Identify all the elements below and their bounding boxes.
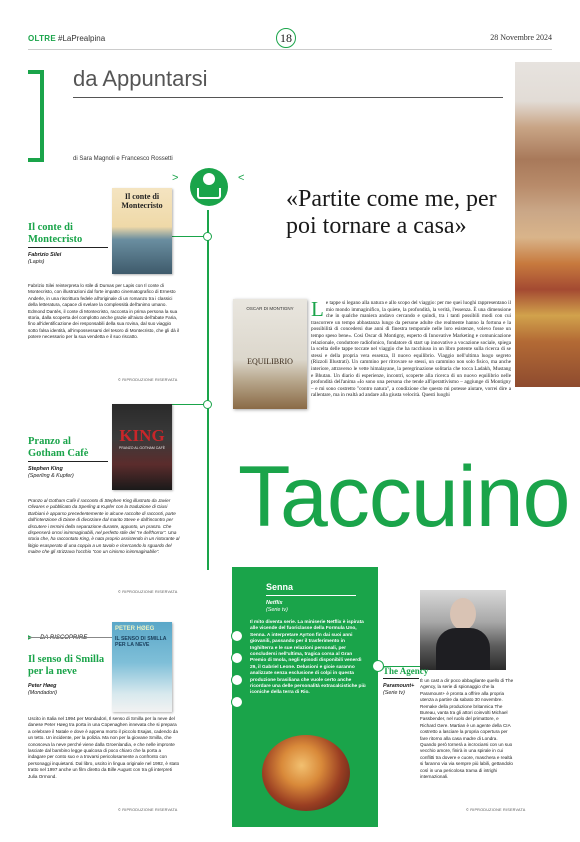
open-book-icon — [197, 188, 221, 199]
copyright: © RIPRODUZIONE RISERVATA — [118, 378, 178, 382]
book-review: Fabrizio Silei reinterpreta lo stile di Dumas per Lapis con Il conte di Montecristo, con illustrazioni dal forte impatto cinematografico di Ernesto Anderle, in una riscrittura fedele all'originale di un romanzo tra i classici della letteratura, capace di svelare la complessità dell'animo umano. Edmond Dantès, il conte di Montecristo, racconta in prima persona la sua storia, dalla scoperta del complotto anche grazie all'aiuto dell'abate Faria, fino all'identificazione dei responsabili della sua rovina, dal suo viaggio sotto falsa identità, all'impossessarsi del tesoro di Montecristo, che gli dà il potere necessario per la sua vendetta e il suo riscatto. — [28, 283, 180, 340]
hashtag: #LaPrealpina — [58, 34, 106, 43]
timeline-dot-1 — [203, 232, 212, 241]
reading-badge — [190, 168, 228, 206]
book-title: Pranzo al Gotham Cafè — [28, 436, 89, 459]
agency-photo — [420, 590, 506, 670]
page-number-badge — [276, 28, 296, 48]
series-dot-3 — [231, 674, 243, 686]
book-title: Il senso di Smilla per la neve — [28, 654, 105, 677]
senna-still — [262, 735, 350, 811]
chevron-left-icon: > — [172, 172, 179, 184]
brand-logo: OLTRE — [28, 34, 57, 43]
book-cover-title: Il conte di Montecristo — [121, 192, 163, 210]
book-review: Pranzo al Gotham Cafè il racconto di Stephen King illustrato da Javier Olivares e pubblicato da Sperling & Kupfer con la traduzione di Giusi Barbiani è apparso precedentemente in alcune raccolte di racconti, parte dall'intenzione di Diane di divorziare dal marito Steve e dall'incontro per discutere i termini della separazione durante, appunto, un pranzo. Che dispenserà orrori inimmaginabili, nel perfetto stile del "re dell'horror". Una storia che, ha raccontato King, è nata proprio assistendo in un ristorante al litigio esasperato di una coppia a un tavolo e ricercando lo sguardo del maitre che gli strizzava l'occhio "con un cinismo inimmaginabile". — [28, 498, 180, 555]
copyright: © RIPRODUZIONE RISERVATA — [118, 808, 178, 812]
section-title: da Appuntarsi — [73, 66, 208, 91]
copyright: © RIPRODUZIONE RISERVATA — [466, 808, 526, 812]
chevron-right-icon: < — [238, 172, 245, 184]
series-dot-1 — [231, 630, 243, 642]
timeline-dot-2 — [203, 400, 212, 409]
kicker-rule — [28, 637, 112, 638]
agency-actor-head — [450, 598, 476, 630]
drop-cap: L — [311, 297, 324, 321]
timeline-line — [207, 210, 209, 570]
book-title-rule — [28, 247, 108, 248]
series-title: The Agency — [383, 666, 429, 676]
series-type: (Serie tv) — [383, 690, 405, 696]
series-dot-4 — [231, 696, 243, 708]
copyright: © RIPRODUZIONE RISERVATA — [118, 590, 178, 594]
series-title-rule — [266, 595, 356, 596]
issue-date: 28 Novembre 2024 — [490, 33, 552, 42]
reader-icon — [203, 173, 215, 185]
book-title-rule — [28, 461, 108, 462]
book-author: Stephen King — [28, 466, 63, 472]
section-bracket — [28, 70, 44, 162]
book-cover-title: KING — [119, 426, 165, 445]
book-author: Fabrizio Silei — [28, 252, 62, 258]
feature-cover-author: OSCAR DI MONTIGNY — [246, 306, 294, 311]
page-header — [28, 28, 552, 48]
series-platform: Paramount+ — [383, 683, 415, 689]
kicker-label: DA RISCOPRIRE — [40, 635, 88, 641]
book-cover-subtitle: PRANZO AL GOTHAM CAFÈ — [118, 446, 166, 450]
feature-book-cover — [233, 299, 307, 409]
book-publisher: (Mondadori) — [28, 690, 58, 696]
book-cover-smilla — [112, 622, 172, 712]
series-title: Senna — [266, 582, 294, 592]
feature-headline: «Partite come me, per poi tornare a casa» — [286, 186, 497, 239]
book-review: Uscito in Italia nel 1994 per Mondadori, Il senso di Smilla per la neve del danese Peter Høeg tra porta in una Copenaghen innevata che si prepara a celebrare il Natale e dove è appena morto il piccolo Esajas, cadendo da un tetto. Un incidente, per la polizia. Ma non per la giovane Smilla, che conosceva la neve perché viene dalla Groenlandia, e che nelle impronte lasciate dal bambino legge qualcosa di poco chiaro che la porta a indagare per conto suo e a trovarsi pericolosamente a confronto con personaggi inquietanti. Dal libro, uscito in lingua originale nel 1992, è stato tratto nel 1997 anche un film diretto da Bille August con tra gli interpreti Julia Ormond. — [28, 716, 180, 779]
feature-body — [311, 297, 511, 399]
section-rule — [73, 97, 503, 98]
book-cover-author: PETER HØEG — [115, 626, 155, 632]
section-byline: di Sara Magnoli e Francesco Rossetti — [73, 156, 173, 162]
series-platform: Netflix — [266, 600, 283, 606]
feature-cover-title: EQUILIBRIO — [247, 357, 293, 366]
book-title: Il conte di Montecristo — [28, 222, 83, 245]
series-description: È un cast a dir poco abbagliante quello di The Agency, la serie di spionaggio che la Paramount+ è pronta a offrire alla propria utenza a partire da sabato 30 novembre. Remake della produzione britannica The Bureau, vanta tra gli attori coinvolti Michael Fassbender, nel ruolo del primattore, e Richard Gere. Martian è un agente della CIA costretto a lasciare la propria copertura per fare ritorno alla casa madre di Londra. Quando però tornerà a incrociarsi con un suo vecchio amore, finirà in una spirale in cui conflitti tra dovere e cuore, maschera e realtà si faranno via via sempre più labili, gettandolo così in una pericolosa trama di intrighi internazionali. — [420, 678, 514, 780]
book-author: Peter Høeg — [28, 683, 57, 689]
agency-actor-suit — [436, 628, 490, 670]
page-number: 18 — [280, 31, 292, 45]
taccuino-heading: Taccuino — [238, 449, 570, 545]
book-cover-subtitle: IL SENSO DI SMILLA PER LA NEVE — [115, 636, 167, 648]
book-cover-gotham — [112, 404, 172, 490]
feature-body-text: e tappe si legano alla natura e allo scopo del viaggio: per me quei luoghi rappresentano il mio mondo immaginifico, la quiete, la profondità, la verità, l'essenza. È una dimensione che in qualche maniera andavo cercando e quindi, tra i tanti possibili modi con cui trascorrere un tempo abbastanza lungo da persone adulte che realmente hanno la fortuna e la possibilità di concedersi due anni di finestra temporale nelle loro esistenze, volevo fosse un tempo speso bene». Così Oscar di Montigny, esperto di Innovative Marketing e comunicazione relazionale, conduttore radiofonico, fondatore di start up innovative a vocazione sociale, spiega la scelta delle tappe toccate nel viaggio che ha racchiuso in un libro potente sulla ricerca di se stessi e della propria vera essenza, Il nuovo equilibrio. Viaggio nell'ultima luogo segreto (Rizzoli Illustrati). Un cammino per ritrovare se stessi, un cammino non solo fisico, ma anche interiore, attraverso le vette himalayane, la peregrinazione solitaria che tocca Ladakh, Mustang e Bhutan. Un diario di esperienze, incontri, scoperte alla ricerca di un nuovo equilibrio nelle profondità dell'anima «Io sono una persona che tende all'iperattivismo – aggiunge di Montigny – e mi sono costretto "contro natura", a condizione che questo mi potesse aiutare, vorrei dire a rallentare, ma in realtà ad andare alla giusta velocità. Questi luoghi — [311, 300, 511, 399]
book-cover-montecristo — [112, 188, 172, 274]
book-publisher: (Lapis) — [28, 259, 45, 265]
header-rule — [28, 49, 552, 50]
landscape-photo — [515, 62, 580, 387]
triangle-icon: ▶ — [28, 635, 33, 641]
series-type: (Serie tv) — [266, 607, 288, 613]
series-description: Il mito diventa serie. La miniserie Netflix è ispirata alle vicende del fuoriclasse della Formula Uno, Senna. A interpretare Ayrton fin dai suoi anni giovanili, passando per il trasferimento in Inghilterra e le sue relazioni personali, per concludersi nell'ultima, tragica corsa al Gran Premio di Imola, negli episodi disponibili venerdì 29, il Gabriel Leone. Delusioni e gioie saranno analizzate senza esclusione di colpi in questa produzione brasiliana che vuole certo anche ricordare una delle personalità extracalcistiche più iconiche della terra di Rio. — [250, 620, 366, 696]
book-publisher: (Sperling & Kupfer) — [28, 473, 74, 479]
rediscover-kicker — [28, 626, 116, 644]
series-dot-2 — [231, 652, 243, 664]
series-title-rule — [383, 678, 419, 679]
